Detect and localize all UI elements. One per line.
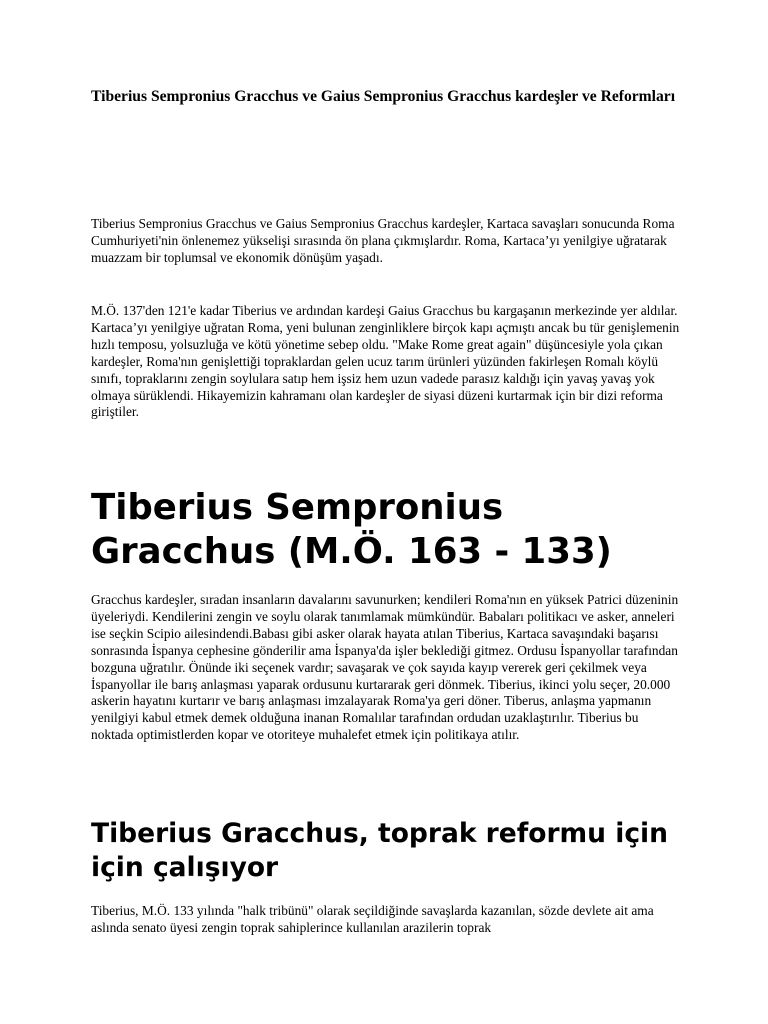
section-paragraph-land-reform: Tiberius, M.Ö. 133 yılında "halk tribünü" olarak seçildiğinde savaşlarda kazanılan, sözde devlete ait ama aslında senato üyesi zengin toprak sahiplerince kullanılan arazilerin toprak: [91, 903, 654, 935]
intro-paragraph-1: Tiberius Sempronius Gracchus ve Gaius Sempronius Gracchus kardeşler, Kartaca savaşları sonucunda Roma Cumhuriyeti'nin önlenemez yükselişi sırasında ön plana çıkmışlardır. Roma, Kartaca’yı yenilgiye uğratarak muazzam bir toplumsal ve ekonomik dönüşüm yaşadı.: [91, 216, 675, 265]
section-paragraph-tiberius: Gracchus kardeşler, sıradan insanların davalarını savunurken; kendileri Roma'nın en yüksek Patrici düzeninin üyeleriydi. Kendilerini zengin ve soylu olarak tanımlamak mümkündür. Babaları politikacı ve asker, anneleri ise seçkin Scipio ailesindendi.Babası gibi asker olarak hayata atılan Tiberius, Kartaca savaşındaki başarısı sonrasında İspanya cephesine gönderilir ama İspanya'da işler beklediği gitmez. Ordusu İspanyollar tarafından bozguna uğratılır. Önünde iki seçenek vardır; savaşarak ve çok sayıda kayıp vererek geri çekilmek veya İspanyollar ile barış anlaşması yaparak ordusunu kurtararak geri dönmek. Tiberius, ikinci yolu seçer, 20.000 askerin hayatını kurtarır ve barış anlaşması imzalayarak Roma'ya geri döner. Tiberus, anlaşma yapmanın yenilgiyi kabul etmek demek olduğuna inanan Romalılar tarafından ordudan uzaklaştırılır. Tiberius bu noktada optimistlerden kopar ve otoriteye muhalefet etmek için politikaya atılır.: [91, 592, 679, 743]
intro-paragraph-2: M.Ö. 137'den 121'e kadar Tiberius ve ardından kardeşi Gaius Gracchus bu kargaşanın merkezinde yer aldılar. Kartaca’yı yenilgiye uğratan Roma, yeni bulunan zenginliklere birçok kapı açmıştı ancak bu tür genişlemenin hızlı temposu, yolsuzluğa ve kötü yönetime sebep oldu. "Make Rome great again" düşüncesiyle yola çıkan kardeşler, Roma'nın genişlettiği topraklardan gelen ucuz tarım ürünleri yüzünden fakirleşen Romalı köylü sınıfı, topraklarını zengin soylulara satıp hem işsiz hem uzun vadede parasız kaldığı için yavaş yavaş yok olmaya sürüklendi. Hikayemizin kahramanı olan kardeşler de siyasi düzeni kurtarmak için bir dizi reforma giriştiler.: [91, 303, 680, 420]
document-title: Tiberius Sempronius Gracchus ve Gaius Sempronius Gracchus kardeşler ve Reformları: [91, 88, 676, 105]
section-heading-land-reform: Tiberius Gracchus, toprak reformu için için çalışıyor: [91, 818, 668, 883]
section-heading-tiberius: Tiberius Sempronius Gracchus (M.Ö. 163 - 133): [91, 487, 612, 572]
